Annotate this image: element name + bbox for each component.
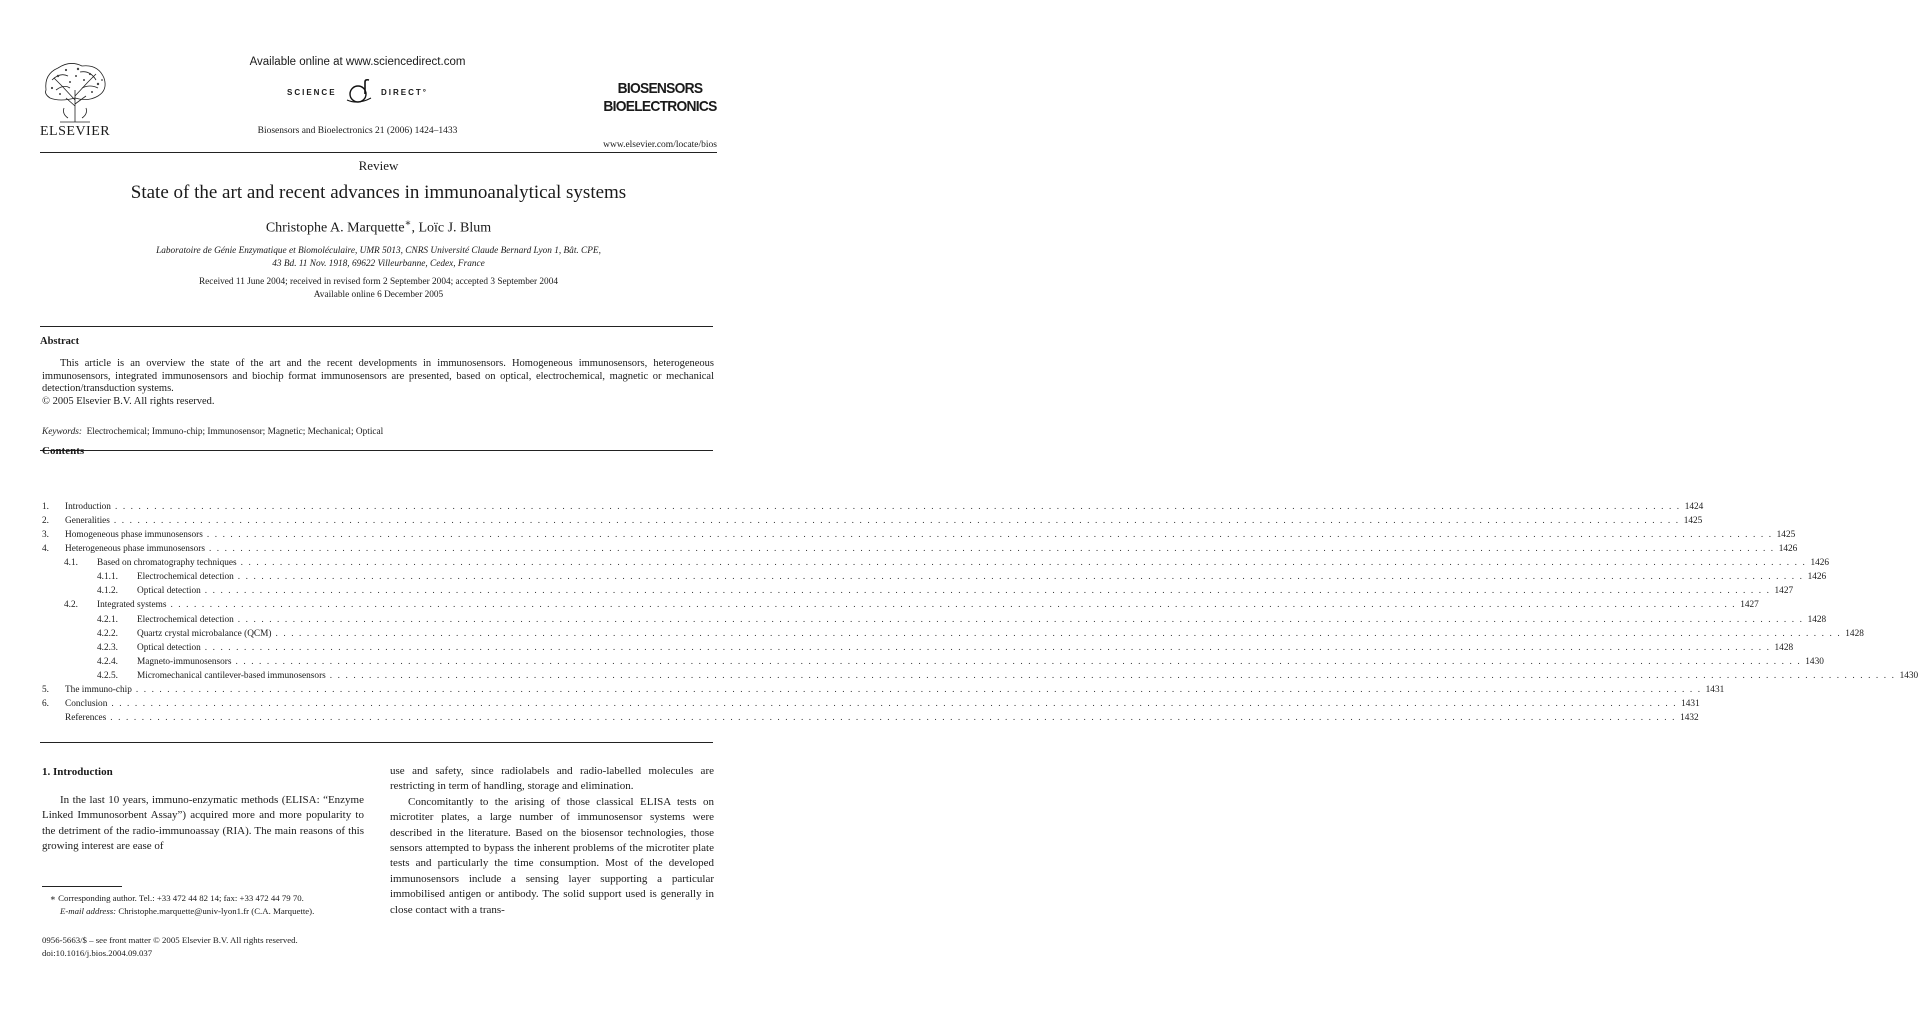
- toc-entry-page: 1430: [1805, 656, 1824, 667]
- received-dates: Received 11 June 2004; received in revised form 2 September 2004; accepted 3 September 2004: [198, 277, 559, 287]
- keywords: [42, 427, 714, 437]
- contents-top-rule: [40, 450, 713, 451]
- toc-entry-number: 4.2.1.: [97, 614, 118, 625]
- toc-entry-label[interactable]: Homogeneous phase immunosensors: [65, 530, 203, 541]
- toc-entry-label[interactable]: Introduction: [65, 502, 111, 513]
- toc-leader-dots: . . . . . . . . . . . . . . . . . . . . . . . . . . . . . . . . . . . . . . . . . . . . . . . . . . . . . . . . . . . . . . . . . . . . . . . . . . . . . . . . . . . . . . . . . . . . . . . . . . . . . . . . . . . . . . . . . . . . . . . . . . . . . . . . . . . . . . . . . . . . . . . . . . . . . . . . . . . . . . . . . . . . . . . . . . . . . . . . . . . . . . . . . . . . . . . . . . . . . . . .: [208, 544, 1775, 555]
- toc-entry-label[interactable]: Optical detection: [137, 586, 201, 597]
- toc-entry[interactable]: [42, 584, 1794, 598]
- journal-url[interactable]: www.elsevier.com/locate/bios: [603, 140, 717, 150]
- toc-entry-number: 1.: [42, 502, 49, 513]
- toc-entry-label[interactable]: Micromechanical cantilever-based immunosensors: [137, 670, 326, 681]
- toc-entry-label[interactable]: Generalities: [65, 516, 110, 527]
- toc-leader-dots: . . . . . . . . . . . . . . . . . . . . . . . . . . . . . . . . . . . . . . . . . . . . . . . . . . . . . . . . . . . . . . . . . . . . . . . . . . . . . . . . . . . . . . . . . . . . . . . . . . . . . . . . . . . . . . . . . . . . . . . . . . . . . . . . . . . . . . . . . . . . . . . . . . . . . . . . . . . . . . . . . . . . . . . . . . . . . . . . . . . . . . . . . . . . . . . . . . . . . . . .: [237, 572, 1804, 583]
- sd-left-word: SCIENCE: [286, 87, 337, 97]
- contents-bottom-rule: [40, 742, 713, 743]
- available-online-text: Available online at www.sciencedirect.com: [249, 56, 466, 68]
- toc-entry[interactable]: [42, 598, 1759, 612]
- elsevier-tree-logo: [40, 60, 110, 124]
- toc-entry[interactable]: [42, 613, 1827, 627]
- toc-entry-label[interactable]: Heterogeneous phase immunosensors: [65, 544, 205, 555]
- toc-leader-dots: . . . . . . . . . . . . . . . . . . . . . . . . . . . . . . . . . . . . . . . . . . . . . . . . . . . . . . . . . . . . . . . . . . . . . . . . . . . . . . . . . . . . . . . . . . . . . . . . . . . . . . . . . . . . . . . . . . . . . . . . . . . . . . . . . . . . . . . . . . . . . . . . . . . . . . . . . . . . . . . . . . . . . . . . . . . . . . . . . . . . . . . . . . . . . . . . . . . . . . . .: [204, 586, 1771, 597]
- toc-entry[interactable]: [42, 655, 1824, 669]
- toc-entry-number: 3.: [42, 530, 49, 541]
- toc-leader-dots: . . . . . . . . . . . . . . . . . . . . . . . . . . . . . . . . . . . . . . . . . . . . . . . . . . . . . . . . . . . . . . . . . . . . . . . . . . . . . . . . . . . . . . . . . . . . . . . . . . . . . . . . . . . . . . . . . . . . . . . . . . . . . . . . . . . . . . . . . . . . . . . . . . . . . . . . . . . . . . . . . . . . . . . . . . . . . . . . . . . . . . . . . . . . . . . . . . . . . . . .: [111, 698, 1678, 709]
- toc-leader-dots: . . . . . . . . . . . . . . . . . . . . . . . . . . . . . . . . . . . . . . . . . . . . . . . . . . . . . . . . . . . . . . . . . . . . . . . . . . . . . . . . . . . . . . . . . . . . . . . . . . . . . . . . . . . . . . . . . . . . . . . . . . . . . . . . . . . . . . . . . . . . . . . . . . . . . . . . . . . . . . . . . . . . . . . . . . . . . . . . . . . . . . . . . . . . . . . . . . . . . . . .: [114, 502, 1681, 513]
- toc-entry-number: 4.2.4.: [97, 656, 118, 667]
- toc-entry-label[interactable]: Optical detection: [137, 642, 201, 653]
- author-list: [40, 218, 717, 237]
- publisher-name: ELSEVIER: [40, 124, 111, 139]
- toc-entry-label[interactable]: Quartz crystal microbalance (QCM): [137, 628, 272, 639]
- contents-heading: Contents: [42, 445, 85, 457]
- table-of-contents: [42, 500, 1918, 725]
- toc-leader-dots: . . . . . . . . . . . . . . . . . . . . . . . . . . . . . . . . . . . . . . . . . . . . . . . . . . . . . . . . . . . . . . . . . . . . . . . . . . . . . . . . . . . . . . . . . . . . . . . . . . . . . . . . . . . . . . . . . . . . . . . . . . . . . . . . . . . . . . . . . . . . . . . . . . . . . . . . . . . . . . . . . . . . . . . . . . . . . . . . . . . . . . . . . . . . . . . . . . . . . . . .: [206, 530, 1773, 541]
- toc-entry-page: 1430: [1899, 670, 1918, 681]
- toc-entry-label[interactable]: Conclusion: [65, 698, 108, 709]
- toc-entry[interactable]: [42, 669, 1918, 683]
- author-2[interactable]: Loïc J. Blum: [418, 220, 492, 236]
- toc-leader-dots: . . . . . . . . . . . . . . . . . . . . . . . . . . . . . . . . . . . . . . . . . . . . . . . . . . . . . . . . . . . . . . . . . . . . . . . . . . . . . . . . . . . . . . . . . . . . . . . . . . . . . . . . . . . . . . . . . . . . . . . . . . . . . . . . . . . . . . . . . . . . . . . . . . . . . . . . . . . . . . . . . . . . . . . . . . . . . . . . . . . . . . . . . . . . . . . . . . . . . . . .: [110, 712, 1677, 723]
- abstract-body: [42, 358, 714, 408]
- journal-reference: Biosensors and Bioelectronics 21 (2006) 1424–1433: [257, 126, 458, 136]
- toc-entry-page: 1425: [1683, 516, 1703, 527]
- affiliation: [90, 245, 667, 271]
- email-address[interactable]: Christophe.marquette@univ-lyon1.fr (C.A. Marquette).: [116, 906, 315, 916]
- journal-brand-logo: [596, 80, 725, 116]
- toc-entry[interactable]: [42, 514, 1703, 528]
- toc-leader-dots: . . . . . . . . . . . . . . . . . . . . . . . . . . . . . . . . . . . . . . . . . . . . . . . . . . . . . . . . . . . . . . . . . . . . . . . . . . . . . . . . . . . . . . . . . . . . . . . . . . . . . . . . . . . . . . . . . . . . . . . . . . . . . . . . . . . . . . . . . . . . . . . . . . . . . . . . . . . . . . . . . . . . . . . . . . . . . . . . . . . . . . . . . . . . . . . . . . . . . . . .: [135, 684, 1702, 695]
- toc-leader-dots: . . . . . . . . . . . . . . . . . . . . . . . . . . . . . . . . . . . . . . . . . . . . . . . . . . . . . . . . . . . . . . . . . . . . . . . . . . . . . . . . . . . . . . . . . . . . . . . . . . . . . . . . . . . . . . . . . . . . . . . . . . . . . . . . . . . . . . . . . . . . . . . . . . . . . . . . . . . . . . . . . . . . . . . . . . . . . . . . . . . . . . . . . . . . . . . . . . . . . . . .: [170, 600, 1737, 611]
- corresponding-mark[interactable]: ∗: [404, 218, 412, 229]
- email-line: [42, 905, 364, 918]
- author-1[interactable]: Christophe A. Marquette: [265, 220, 405, 236]
- toc-entry[interactable]: [42, 556, 1830, 570]
- intro-paragraph-1: In the last 10 years, immuno-enzymatic methods (ELISA: “Enzyme Linked Immunosorbent Assay”) acquired more and more popularity to the detriment of the radio-immunoassay (RIA). The main reasons of this growing interest are ease of: [42, 794, 364, 853]
- toc-leader-dots: . . . . . . . . . . . . . . . . . . . . . . . . . . . . . . . . . . . . . . . . . . . . . . . . . . . . . . . . . . . . . . . . . . . . . . . . . . . . . . . . . . . . . . . . . . . . . . . . . . . . . . . . . . . . . . . . . . . . . . . . . . . . . . . . . . . . . . . . . . . . . . . . . . . . . . . . . . . . . . . . . . . . . . . . . . . . . . . . . . . . . . . . . . . . . . . . . . . . . . . .: [204, 642, 1771, 653]
- affiliation-line-1: Laboratoire de Génie Enzymatique et Biomoléculaire, UMR 5013, CNRS Université Claude Bernard Lyon 1, Bât. CPE,: [156, 246, 601, 256]
- toc-entry-page: 1426: [1807, 572, 1827, 583]
- toc-entry[interactable]: [42, 627, 1864, 641]
- toc-entry-number: 4.2.5.: [97, 670, 118, 681]
- toc-leader-dots: . . . . . . . . . . . . . . . . . . . . . . . . . . . . . . . . . . . . . . . . . . . . . . . . . . . . . . . . . . . . . . . . . . . . . . . . . . . . . . . . . . . . . . . . . . . . . . . . . . . . . . . . . . . . . . . . . . . . . . . . . . . . . . . . . . . . . . . . . . . . . . . . . . . . . . . . . . . . . . . . . . . . . . . . . . . . . . . . . . . . . . . . . . . . . . . . . . . . . . . .: [113, 516, 1680, 527]
- header-rule: [40, 152, 717, 153]
- available-date: Available online 6 December 2005: [313, 290, 444, 300]
- sciencedirect-d-icon: [344, 78, 374, 106]
- section-1-heading: 1. Introduction: [42, 766, 113, 778]
- keywords-label: Keywords:: [42, 427, 82, 437]
- toc-entry[interactable]: [42, 697, 1700, 711]
- toc-entry-page: 1426: [1810, 558, 1830, 569]
- toc-entry-number: 4.2.3.: [97, 642, 118, 653]
- author-separator: ,: [411, 220, 419, 236]
- toc-entry[interactable]: [42, 641, 1794, 655]
- sciencedirect-logo: [180, 78, 535, 106]
- toc-entry-number: 2.: [42, 516, 49, 527]
- email-label: E-mail address:: [60, 906, 117, 916]
- toc-leader-dots: . . . . . . . . . . . . . . . . . . . . . . . . . . . . . . . . . . . . . . . . . . . . . . . . . . . . . . . . . . . . . . . . . . . . . . . . . . . . . . . . . . . . . . . . . . . . . . . . . . . . . . . . . . . . . . . . . . . . . . . . . . . . . . . . . . . . . . . . . . . . . . . . . . . . . . . . . . . . . . . . . . . . . . . . . . . . . . . . . . . . . . . . . . . . . . . . . . . . . . . .: [237, 614, 1804, 625]
- front-matter: [42, 934, 372, 960]
- toc-entry-label[interactable]: Based on chromatography techniques: [97, 558, 237, 569]
- toc-leader-dots: . . . . . . . . . . . . . . . . . . . . . . . . . . . . . . . . . . . . . . . . . . . . . . . . . . . . . . . . . . . . . . . . . . . . . . . . . . . . . . . . . . . . . . . . . . . . . . . . . . . . . . . . . . . . . . . . . . . . . . . . . . . . . . . . . . . . . . . . . . . . . . . . . . . . . . . . . . . . . . . . . . . . . . . . . . . . . . . . . . . . . . . . . . . . . . . . . . . . . . . .: [240, 558, 1807, 569]
- issn-line: 0956-5663/$ – see front matter © 2005 Elsevier B.V. All rights reserved.: [42, 935, 298, 945]
- toc-entry-label[interactable]: Magneto-immunosensors: [137, 656, 232, 667]
- toc-entry-page: 1427: [1774, 586, 1794, 597]
- toc-entry-number: 4.2.: [64, 600, 78, 611]
- toc-entry-page: 1432: [1680, 712, 1699, 723]
- toc-entry[interactable]: [42, 711, 1699, 725]
- toc-entry-page: 1425: [1776, 530, 1796, 541]
- toc-entry[interactable]: [42, 500, 1704, 514]
- toc-entry-page: 1428: [1807, 614, 1827, 625]
- toc-entry-page: 1428: [1774, 642, 1794, 653]
- doi-line[interactable]: doi:10.1016/j.bios.2004.09.037: [42, 948, 153, 958]
- keywords-list: Electrochemical; Immuno-chip; Immunosensor; Magnetic; Mechanical; Optical: [86, 427, 384, 437]
- brand-line-2: BIOELECTRONICS: [603, 98, 717, 115]
- left-column: [42, 793, 364, 855]
- toc-entry-number: 4.: [42, 544, 49, 555]
- toc-entry-label[interactable]: Electrochemical detection: [137, 572, 234, 583]
- toc-entry-label[interactable]: The immuno-chip: [65, 684, 132, 695]
- abstract-heading: Abstract: [40, 336, 80, 347]
- toc-entry-number: 5.: [42, 684, 49, 695]
- affiliation-line-2: 43 Bd. 11 Nov. 1918, 69622 Villeurbanne, Cedex, France: [272, 259, 485, 269]
- toc-leader-dots: . . . . . . . . . . . . . . . . . . . . . . . . . . . . . . . . . . . . . . . . . . . . . . . . . . . . . . . . . . . . . . . . . . . . . . . . . . . . . . . . . . . . . . . . . . . . . . . . . . . . . . . . . . . . . . . . . . . . . . . . . . . . . . . . . . . . . . . . . . . . . . . . . . . . . . . . . . . . . . . . . . . . . . . . . . . . . . . . . . . . . . . . . . . . . . . . . . . . . . . .: [329, 670, 1896, 681]
- toc-entry[interactable]: [42, 528, 1796, 542]
- toc-entry-number: 6.: [42, 698, 49, 709]
- toc-entry[interactable]: [42, 570, 1827, 584]
- footnote: [42, 892, 364, 918]
- footnote-rule: [42, 886, 122, 887]
- toc-entry-page: 1427: [1740, 600, 1759, 611]
- toc-leader-dots: . . . . . . . . . . . . . . . . . . . . . . . . . . . . . . . . . . . . . . . . . . . . . . . . . . . . . . . . . . . . . . . . . . . . . . . . . . . . . . . . . . . . . . . . . . . . . . . . . . . . . . . . . . . . . . . . . . . . . . . . . . . . . . . . . . . . . . . . . . . . . . . . . . . . . . . . . . . . . . . . . . . . . . . . . . . . . . . . . . . . . . . . . . . . . . . . . . . . . . . .: [275, 628, 1842, 639]
- toc-entry-page: 1431: [1681, 698, 1700, 709]
- toc-entry-number: 4.2.2.: [97, 628, 118, 639]
- article-dates: [90, 276, 667, 302]
- abstract-top-rule: [40, 326, 713, 327]
- toc-entry-number: 4.1.: [64, 558, 78, 569]
- toc-entry-label[interactable]: Electrochemical detection: [137, 614, 234, 625]
- corresponding-author-note: ∗ Corresponding author. Tel.: +33 472 44 82 14; fax: +33 472 44 79 70.: [50, 893, 304, 903]
- toc-entry[interactable]: [42, 683, 1725, 697]
- article-type: Review: [358, 158, 399, 173]
- intro-paragraph-2: Concomitantly to the arising of those classical ELISA tests on microtiter plates, a large number of immunosensor systems were described in the literature. Based on the biosensor technologies, those sensors attempted to bypass the inherent problems of the microtiter plate tests and particularly the time consumption. Most of the developed immunosensors include a sensing layer supporting a particular immobilised antigen or antibody. The solid support used is generally in close contact with a trans-: [390, 795, 714, 916]
- abstract-copyright: © 2005 Elsevier B.V. All rights reserved.: [42, 395, 215, 407]
- sd-right-word: DIRECT°: [381, 87, 428, 97]
- toc-entry-label[interactable]: Integrated systems: [97, 600, 167, 611]
- toc-entry-number: 4.1.1.: [97, 572, 118, 583]
- brand-line-1: BIOSENSORS: [617, 80, 703, 97]
- toc-entry-number: 4.1.2.: [97, 586, 118, 597]
- abstract-text: This article is an overview the state of the art and the recent developments in immunosensors. Homogeneous immunosensors, heterogeneous immunosensors, integrated immunosensors and biochip format immunosensors are presented, based on optical, electrochemical, magnetic or mechanical detection/transduction systems.: [42, 358, 714, 394]
- toc-entry-page: 1426: [1778, 544, 1798, 555]
- intro-paragraph-continued: use and safety, since radiolabels and radio-labelled molecules are restricting in term of handling, storage and elimination.: [390, 765, 714, 793]
- toc-entry-page: 1424: [1684, 502, 1704, 513]
- article-title: State of the art and recent advances in immunoanalytical systems: [130, 182, 627, 203]
- toc-entry-page: 1431: [1705, 684, 1725, 695]
- toc-leader-dots: . . . . . . . . . . . . . . . . . . . . . . . . . . . . . . . . . . . . . . . . . . . . . . . . . . . . . . . . . . . . . . . . . . . . . . . . . . . . . . . . . . . . . . . . . . . . . . . . . . . . . . . . . . . . . . . . . . . . . . . . . . . . . . . . . . . . . . . . . . . . . . . . . . . . . . . . . . . . . . . . . . . . . . . . . . . . . . . . . . . . . . . . . . . . . . . . . . . . . . . .: [235, 656, 1802, 667]
- right-column: [390, 764, 714, 918]
- toc-entry-label[interactable]: References: [65, 712, 107, 723]
- toc-entry[interactable]: [42, 542, 1798, 556]
- toc-entry-page: 1428: [1845, 628, 1864, 639]
